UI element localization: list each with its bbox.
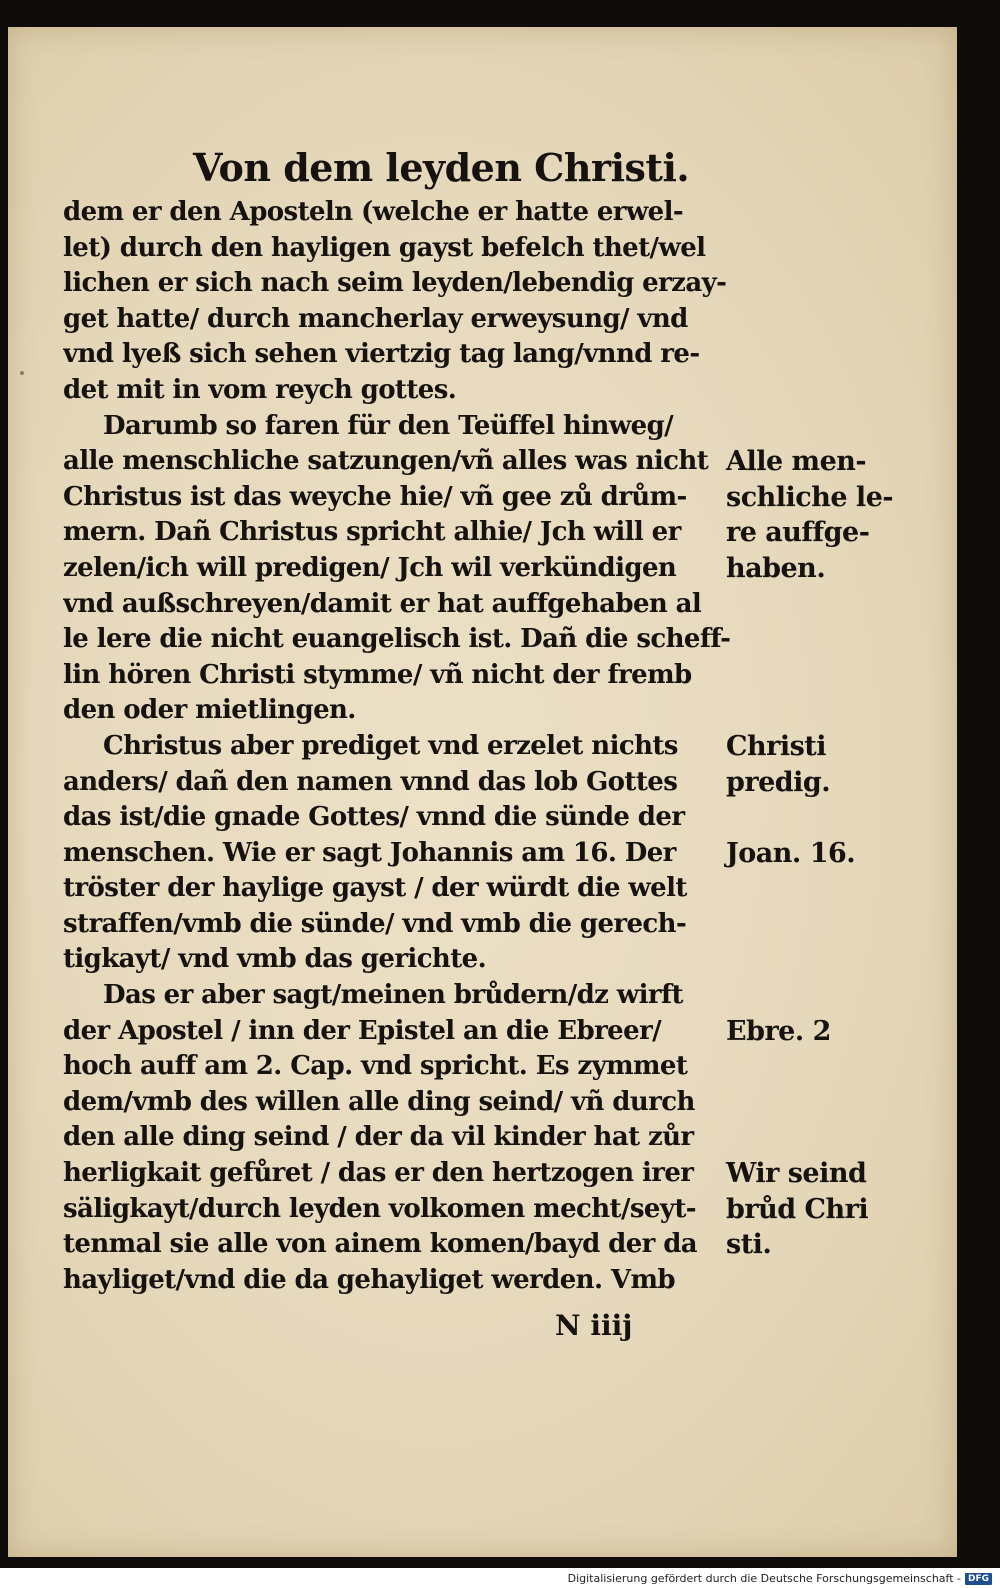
text-line: anders/ dañ den namen vnnd das lob Gottes <box>63 766 678 797</box>
footer-credit-text: Digitalisierung gefördert durch die Deutsche Forschungsgemeinschaft - <box>567 1572 961 1585</box>
margin-note-line: Wir seind <box>726 1158 867 1190</box>
footer-credit <box>568 1571 992 1587</box>
margin-note <box>726 729 830 800</box>
margin-note <box>726 836 855 872</box>
text-line: herligkait gefůret / das er den hertzogen irer <box>63 1158 694 1189</box>
text-line: tigkayt/ vnd vmb das gerichte. <box>63 944 487 975</box>
text-line: get hatte/ durch mancherlay erweysung/ vnd <box>63 303 688 334</box>
text-line: vnd lyeß sich sehen viertzig tag lang/vnnd re- <box>63 339 700 370</box>
page-speck <box>20 371 24 375</box>
text-line: Christus ist das weyche hie/ vñ gee zů drům- <box>63 481 687 512</box>
margin-note-line: Ebre. 2 <box>726 1015 831 1047</box>
text-line: dem er den Aposteln (welche er hatte erwel- <box>63 197 684 227</box>
text-line: das ist/die gnade Gottes/ vnnd die sünde der <box>63 802 685 833</box>
text-line: tenmal sie alle von ainem komen/bayd der da <box>63 1229 698 1260</box>
text-line: det mit in vom reych gottes. <box>63 374 457 405</box>
margin-note-line: schliche le- <box>726 481 894 513</box>
margin-note <box>726 1156 868 1263</box>
body-text <box>63 195 743 1298</box>
text-line: straffen/vmb die sünde/ vnd vmb die gerech- <box>63 908 687 939</box>
text-line: lichen er sich nach seim leyden/lebendig erzay- <box>63 268 727 299</box>
margin-note-line: predig. <box>726 766 831 798</box>
margin-note-line: Christi <box>726 731 827 762</box>
text-line: zelen/ich will predigen/ Jch wil verkündigen <box>63 552 677 583</box>
text-line: let) durch den hayligen gayst befelch thet/wel <box>63 232 706 263</box>
text-line: Christus aber prediget vnd erzelet nichts <box>103 730 678 761</box>
margin-note-line: Joan. 16. <box>726 837 856 869</box>
margin-note-line: Alle men- <box>726 446 867 478</box>
text-line: vnd außschreyen/damit er hat auffgehaben al <box>63 588 702 619</box>
text-line: hayliget/vnd die da gehayliget werden. Vmb <box>63 1264 675 1295</box>
text-line: alle menschliche satzungen/vñ alles was nicht <box>63 446 709 477</box>
text-line: Darumb so faren für den Teüffel hinweg/ <box>103 410 674 441</box>
book-page <box>8 27 957 1557</box>
signature-mark: N iiij <box>555 1309 633 1342</box>
text-line: den alle ding seind / der da vil kinder hat zůr <box>63 1122 694 1153</box>
margin-note-line: haben. <box>726 552 826 584</box>
text-line: säligkayt/durch leyden volkomen mecht/seyt- <box>63 1193 696 1224</box>
text-line: tröster der haylige gayst / der würdt die welt <box>63 873 687 904</box>
margin-note-line: sti. <box>726 1229 772 1261</box>
margin-note-line: brůd Chri <box>726 1193 869 1225</box>
text-line: dem/vmb des willen alle ding seind/ vñ durch <box>63 1086 695 1117</box>
text-line: le lere die nicht euangelisch ist. Dañ die scheff- <box>63 624 731 655</box>
text-line: lin hören Christi stymme/ vñ nicht der fremb <box>63 659 692 690</box>
margin-note-line: re auffge- <box>726 517 870 549</box>
text-line: hoch auff am 2. Cap. vnd spricht. Es zymmet <box>63 1051 688 1082</box>
text-line: mern. Dañ Christus spricht alhie/ Jch will er <box>63 517 681 548</box>
running-head: Von dem leyden Christi. <box>193 145 690 190</box>
text-line: menschen. Wie er sagt Johannis am 16. Der <box>63 837 676 868</box>
text-line: den oder mietlingen. <box>63 695 356 726</box>
dfg-logo: DFG <box>965 1573 992 1585</box>
margin-note <box>726 1014 831 1050</box>
text-line: Das er aber sagt/meinen brůdern/dz wirft <box>103 980 683 1011</box>
text-line: der Apostel / inn der Epistel an die Ebreer/ <box>63 1015 662 1046</box>
margin-note <box>726 444 893 586</box>
